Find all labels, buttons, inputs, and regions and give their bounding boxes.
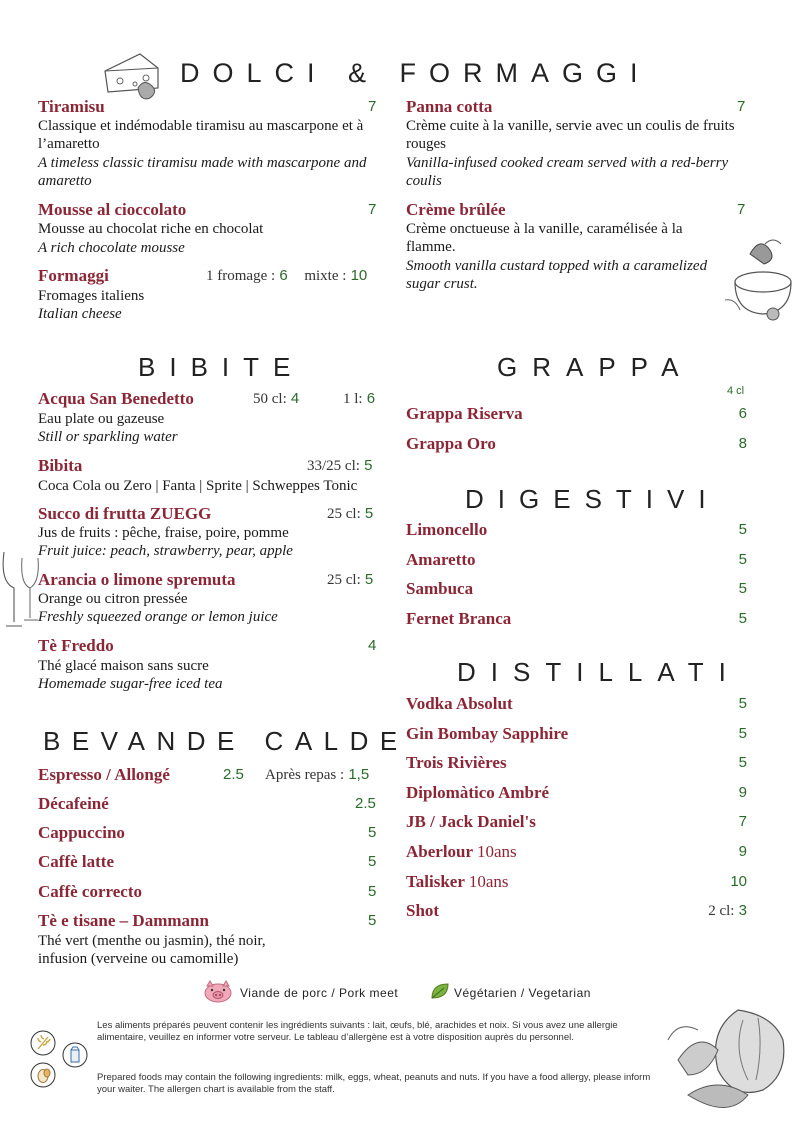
- menu-item-price: [739, 813, 747, 830]
- item-desc-arancia-en: Freshly squeezed orange or lemon juice: [38, 609, 278, 625]
- espresso-label-2: Après repas :: [265, 767, 345, 783]
- item-name-brulee: Crème brûlée: [406, 200, 506, 219]
- item-name-tisane: Tè e tisane – Dammann: [38, 911, 209, 930]
- section-title-bevande: BEVANDE CALDE: [43, 726, 409, 756]
- item-name-pannacotta: Panna cotta: [406, 97, 493, 116]
- menu-item-name: Amaretto: [406, 549, 476, 569]
- menu-item-name: Grappa Riserva: [406, 404, 523, 423]
- item-desc-succo-fr: Jus de fruits : pêche, fraise, poire, pomme: [38, 525, 289, 541]
- leaf-icon: [430, 982, 450, 1000]
- menu-item-name: Vodka Absolut: [406, 694, 513, 713]
- acqua-price-1: 4: [290, 390, 300, 407]
- bibita-price: 5: [364, 457, 373, 474]
- menu-item-name: JB / Jack Daniel's: [406, 812, 536, 832]
- menu-item-price: [739, 725, 747, 742]
- item-name-acqua: Acqua San Benedetto: [38, 389, 194, 408]
- item-name-espresso: Espresso / Allongé: [38, 765, 170, 784]
- item-name-arancia: Arancia o limone spremuta: [38, 570, 236, 589]
- item-name-succo: Succo di frutta ZUEGG: [38, 504, 212, 523]
- menu-item-price: [708, 902, 747, 920]
- egg-icon: [30, 1062, 56, 1088]
- item-price-mousse: 7: [368, 201, 377, 218]
- arancia-price: 5: [364, 571, 374, 588]
- item-prices-acqua-2: [343, 390, 375, 408]
- menu-item-price-value: 7: [738, 813, 747, 831]
- item-desc-pannacotta-en: Vanilla-infused cooked cream served with a red-berry coulis: [406, 155, 729, 189]
- menu-item-price-value: 5: [738, 695, 747, 712]
- menu-item-price: [739, 695, 747, 712]
- item-name-formaggi: Formaggi: [38, 266, 109, 285]
- item-desc-acqua-fr: Eau plate ou gazeuse: [38, 411, 165, 427]
- menu-item-name: Sambuca: [406, 579, 474, 598]
- menu-item-price-value: 5: [738, 754, 747, 772]
- item-desc-formaggi-en: Italian cheese: [38, 306, 122, 322]
- menu-item-price: [739, 610, 747, 627]
- menu-item-price: [730, 873, 747, 890]
- menu-item-price-value: 5: [738, 580, 747, 597]
- item-desc-tefreddo-en: Homemade sugar-free iced tea: [38, 676, 223, 692]
- menu-item-price-value: 6: [738, 405, 747, 422]
- legend-vegetarian: Végétarien / Vegetarian: [454, 986, 591, 1000]
- menu-item-unit: 2 cl:: [708, 903, 735, 920]
- acqua-label-2: 1 l:: [343, 391, 363, 407]
- succo-price: 5: [364, 505, 374, 522]
- succo-label: 25 cl:: [327, 506, 361, 522]
- menu-item-price: [739, 551, 747, 568]
- item-price-tefreddo: 4: [368, 637, 377, 654]
- item-desc-tiramisu-en: A timeless classic tiramisu made with mascarpone and amaretto: [38, 155, 367, 189]
- cheese-illustration: [100, 46, 170, 106]
- menu-item-price-value: 5: [738, 550, 747, 568]
- item-desc-succo-en: Fruit juice: peach, strawberry, pear, apple: [38, 543, 293, 559]
- menu-item-name: Grappa Oro: [406, 433, 496, 453]
- section-title-distillati: DISTILLATI: [457, 657, 741, 687]
- section-title-grappa: GRAPPA: [497, 352, 694, 382]
- menu-item-price: [739, 754, 747, 771]
- menu-item-name: Shot: [406, 901, 440, 921]
- item-price-latte: 5: [368, 853, 377, 870]
- allergen-notice-en: Prepared foods may contain the following ingredients: milk, eggs, wheat, peanuts and nuts. If you have a food allergy, please inform your waiter. The allergen chart is available from the staff.: [97, 1072, 651, 1095]
- menu-item-price: [739, 784, 747, 801]
- garlic-illustration: [668, 1000, 793, 1122]
- menu-item-price: [739, 580, 747, 597]
- item-price-cappuccino: 5: [368, 824, 377, 841]
- menu-item-age: 10ans: [468, 871, 509, 891]
- item-desc-brulee-en: Smooth vanilla custard topped with a caramelized sugar crust.: [406, 258, 708, 292]
- milk-icon: [62, 1042, 88, 1068]
- item-prices-succo: [327, 505, 373, 523]
- item-name-decafeine: Décafeiné: [38, 794, 109, 813]
- menu-item-age: 10ans: [477, 842, 517, 861]
- item-price-tiramisu: 7: [368, 98, 377, 115]
- espresso-price-2: 1,5: [348, 766, 370, 783]
- wheat-icon: [30, 1030, 56, 1056]
- menu-item-price: [739, 405, 747, 422]
- menu-item-price-value: 3: [738, 902, 747, 920]
- formaggi-label-2: mixte :: [304, 268, 347, 284]
- item-desc-mousse-fr: Mousse au chocolat riche en chocolat: [38, 221, 264, 237]
- menu-item-price-value: 5: [738, 724, 747, 742]
- item-desc-tiramisu-fr: Classique et indémodable tiramisu au mascarpone et à l’amaretto: [38, 118, 364, 152]
- menu-item-price-value: 5: [738, 521, 747, 538]
- section-title-dolci: DOLCI & FORMAGGI: [180, 58, 651, 88]
- item-price-decafeine: 2.5: [355, 795, 376, 812]
- item-prices-formaggi: [206, 267, 367, 285]
- item-name-mousse: Mousse al cioccolato: [38, 200, 187, 219]
- menu-item-price-value: 8: [738, 434, 747, 452]
- menu-item-price-value: 9: [738, 783, 747, 801]
- menu-item-price: [739, 435, 747, 452]
- acqua-price-2: 6: [366, 390, 376, 407]
- formaggi-label-1: 1 fromage :: [206, 268, 276, 284]
- item-price-brulee: 7: [737, 201, 746, 218]
- item-name-tefreddo: Tè Freddo: [38, 636, 114, 655]
- item-desc-pannacotta-fr: Crème cuite à la vanille, servie avec un coulis de fruits rouges: [406, 118, 735, 152]
- item-price-pannacotta: 7: [737, 98, 746, 115]
- menu-item-price-value: 5: [738, 609, 747, 627]
- item-desc-tisane-fr: Thé vert (menthe ou jasmin), thé noir, infusion (verveine ou camomille): [38, 933, 266, 967]
- item-desc-acqua-en: Still or sparkling water: [38, 429, 178, 445]
- menu-item-price-value: 9: [738, 843, 747, 860]
- pig-icon: [203, 980, 233, 1004]
- item-desc-arancia-fr: Orange ou citron pressée: [38, 591, 188, 607]
- item-desc-brulee-fr: Crème onctueuse à la vanille, caramélisée à la flamme.: [406, 221, 683, 255]
- item-prices-arancia: [327, 571, 373, 589]
- menu-item-name: Aberlour 10ans: [406, 842, 517, 861]
- wine-glasses-illustration: [0, 548, 40, 632]
- menu-item-name: Talisker 10ans: [406, 871, 509, 891]
- item-prices-acqua: [253, 390, 299, 408]
- item-price-tisane: 5: [368, 912, 377, 929]
- menu-item-name: Gin Bombay Sapphire: [406, 723, 569, 743]
- menu-item-price: [739, 843, 747, 860]
- item-desc-formaggi-fr: Fromages italiens: [38, 288, 145, 304]
- section-title-digestivi: DIGESTIVI: [465, 484, 720, 514]
- formaggi-price-2: 10: [350, 267, 368, 284]
- arancia-label: 25 cl:: [327, 572, 361, 588]
- menu-item-name: Diplomàtico Ambré: [406, 782, 550, 802]
- item-prices-bibita: [307, 457, 372, 475]
- legend-pork: Viande de porc / Pork meet: [240, 986, 399, 1000]
- item-name-bibita: Bibita: [38, 456, 83, 475]
- item-name-cappuccino: Cappuccino: [38, 823, 125, 842]
- item-price-correcto: 5: [368, 883, 377, 900]
- item-prices-espresso-2: [265, 766, 369, 784]
- item-name-correcto: Caffè correcto: [38, 882, 142, 901]
- item-desc-tefreddo-fr: Thé glacé maison sans sucre: [38, 658, 209, 674]
- allergen-notice-fr: Les aliments préparés peuvent contenir les ingrédients suivants : lait, œufs, blé, arachides et noix. Si vous avez une allergie alimentaire, veuillez en informer votre serveur. Le tableau d’allergène est à votre disposition auprès du personnel.: [97, 1020, 618, 1043]
- creme-brulee-illustration: [725, 232, 793, 327]
- grappa-unit: 4 cl: [727, 385, 745, 397]
- menu-item-name: Limoncello: [406, 520, 488, 539]
- item-desc-mousse-en: A rich chocolate mousse: [38, 240, 185, 256]
- acqua-label-1: 50 cl:: [253, 391, 287, 407]
- formaggi-price-1: 6: [279, 267, 288, 284]
- bibita-label: 33/25 cl:: [307, 458, 360, 474]
- section-title-bibite: BIBITE: [138, 352, 305, 382]
- menu-item-price: [739, 521, 747, 538]
- item-name-latte: Caffè latte: [38, 852, 114, 871]
- item-desc-bibita-fr: Coca Cola ou Zero | Fanta | Sprite | Schweppes Tonic: [38, 478, 358, 494]
- item-price-espresso: 2.5: [223, 766, 244, 783]
- item-name-tiramisu: Tiramisu: [38, 97, 105, 116]
- menu-item-price-value: 10: [730, 872, 747, 890]
- menu-item-name: Trois Rivières: [406, 753, 507, 773]
- menu-item-name: Fernet Branca: [406, 608, 512, 628]
